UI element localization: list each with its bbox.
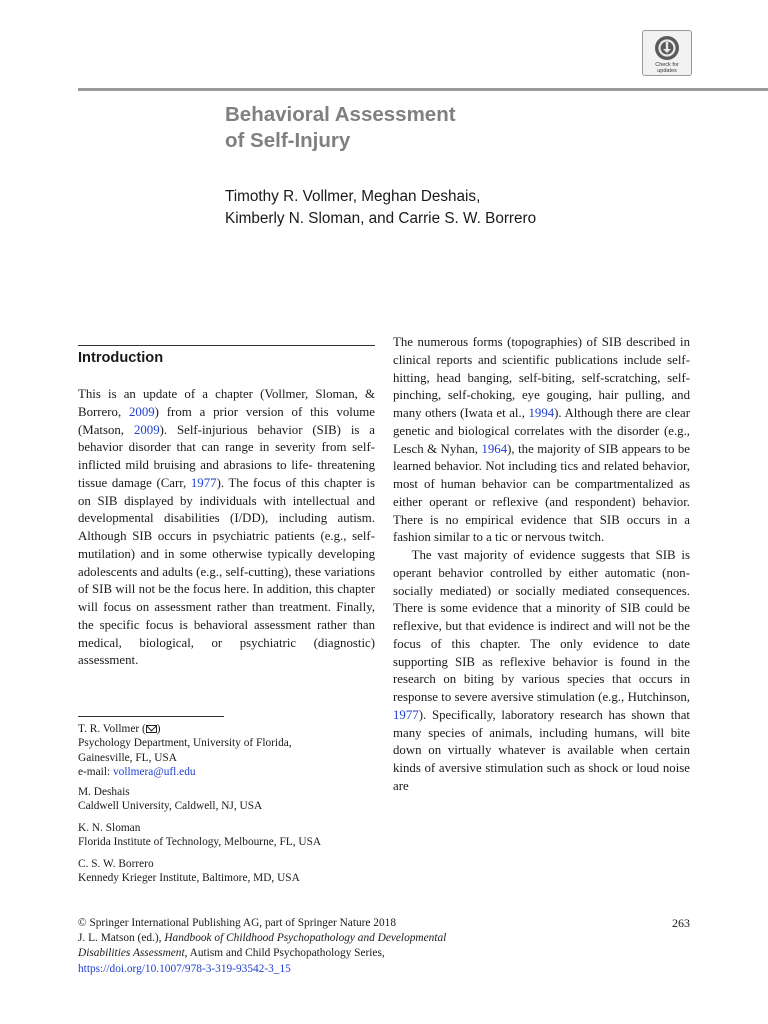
citation-line-1: J. L. Matson (ed.), Handbook of Childhood Psychopathology and Developmental bbox=[78, 932, 447, 945]
citation-link[interactable]: 1977 bbox=[393, 707, 419, 722]
authors-line-1: Timothy R. Vollmer, Meghan Deshais, bbox=[225, 188, 481, 205]
paragraph-topographies: The numerous forms (topographies) of SIB described in clinical reports and scientific publications include self-hitting, head banging, self-biting, self-scratching, self-pinching, self-choking, eye gouging, hair pulling, and many others (Iwata et al., 1994). Although there are clear genetic and biological correlates with the disorder (e.g., Lesch & Nyhan, 1964), the majority of SIB appears to be learned behavior. Not including tics and related behavior, most of human behavior can be compartmentalized as either operant or reflexive (and respondent) behavior. There is no empirical evidence that SIB occurs in a fashion similar to a tic or nervous twitch. bbox=[393, 335, 690, 545]
header-rule bbox=[78, 88, 768, 91]
affiliation-deshais: M. Deshais Caldwell University, Caldwell, NJ, USA bbox=[78, 786, 263, 813]
affiliation-borrero: C. S. W. Borrero Kennedy Krieger Institute, Baltimore, MD, USA bbox=[78, 858, 300, 885]
section-heading: Introduction bbox=[78, 350, 164, 366]
citation-link[interactable]: 2009 bbox=[128, 404, 155, 419]
doi-link[interactable]: https://doi.org/10.1007/978-3-319-93542-3_15 bbox=[78, 962, 291, 975]
title-line-1: Behavioral Assessment bbox=[225, 103, 456, 126]
authors-line-2: Kimberly N. Sloman, and Carrie S. W. Borrero bbox=[225, 210, 537, 227]
copyright-line: © Springer International Publishing AG, part of Springer Nature 2018 bbox=[78, 917, 396, 929]
email-link[interactable]: vollmera@ufl.edu bbox=[112, 765, 196, 778]
citation-link[interactable]: 1964 bbox=[481, 441, 508, 456]
check-for-updates-icon bbox=[654, 35, 680, 61]
affiliation-sloman: K. N. Sloman Florida Institute of Technology, Melbourne, FL, USA bbox=[78, 822, 322, 849]
page-number: 263 bbox=[672, 916, 690, 930]
citation-link[interactable]: 2009 bbox=[133, 422, 160, 437]
paragraph-operant-behavior: The vast majority of evidence suggests that SIB is operant behavior controlled by either automatic (non-socially mediated) or socially mediated consequences. There is some evidence that a minority of SIB could be reflexive, but that evidence is indirect and will not be the focus of this chapter. The only evidence to date supporting SIB as reflexive behavior is found in the research on biting by various species that occurs in response to severe aversive stimulation (e.g., Hutchinson, 1977). Specifically, laboratory research has shown that many species of animals, including humans, will bite down on virtually whatever is available when certain kinds of aversive stimulation such as shock or loud noise are bbox=[393, 548, 690, 793]
citation-link[interactable]: 1977 bbox=[190, 475, 217, 490]
page-footer bbox=[78, 916, 498, 977]
intro-paragraph: This is an update of a chapter (Vollmer, Sloman, & Borrero, 2009) from a prior version of this volume (Matson, 2009). Self-injurious behavior (SIB) is a behavior disorder that can range in severity from self-inflicted mild bruising and abrasions to life- threatening tissue damage (Carr, 1977). The focus of this chapter is on SIB displayed by individuals with intellectual and developmental disabilities (I/DD), including autism. Although SIB occurs in psychiatric patients (e.g., self-mutilation) and in some otherwise typically developing adolescents and adults (e.g., self-cutting), these variations of SIB will not be the focus here. In addition, this chapter will focus on assessment rather than treatment. Finally, the specific focus is behavioral assessment rather than medical, biological, or psychiatric (diagnostic) assessment. bbox=[78, 387, 376, 668]
badge-label: Check for updates bbox=[655, 62, 679, 74]
section-rule bbox=[78, 345, 375, 346]
footnote-rule bbox=[78, 716, 224, 717]
citation-link[interactable]: 1994 bbox=[528, 406, 555, 420]
check-for-updates-badge[interactable] bbox=[642, 30, 692, 76]
affiliation-vollmer: T. R. Vollmer ( ) Psychology Department, University of Florida, Gainesville, FL, USA e-mail: vollmera@ufl.edu bbox=[78, 723, 292, 778]
right-column bbox=[393, 334, 690, 796]
email-envelope-icon[interactable] bbox=[146, 725, 157, 733]
left-column bbox=[78, 386, 375, 670]
title-line-2: of Self-Injury bbox=[225, 129, 351, 152]
author-list bbox=[225, 186, 685, 230]
citation-line-2: Disabilities Assessment, Autism and Child Psychopathology Series, bbox=[78, 947, 385, 960]
chapter-title bbox=[225, 102, 645, 154]
